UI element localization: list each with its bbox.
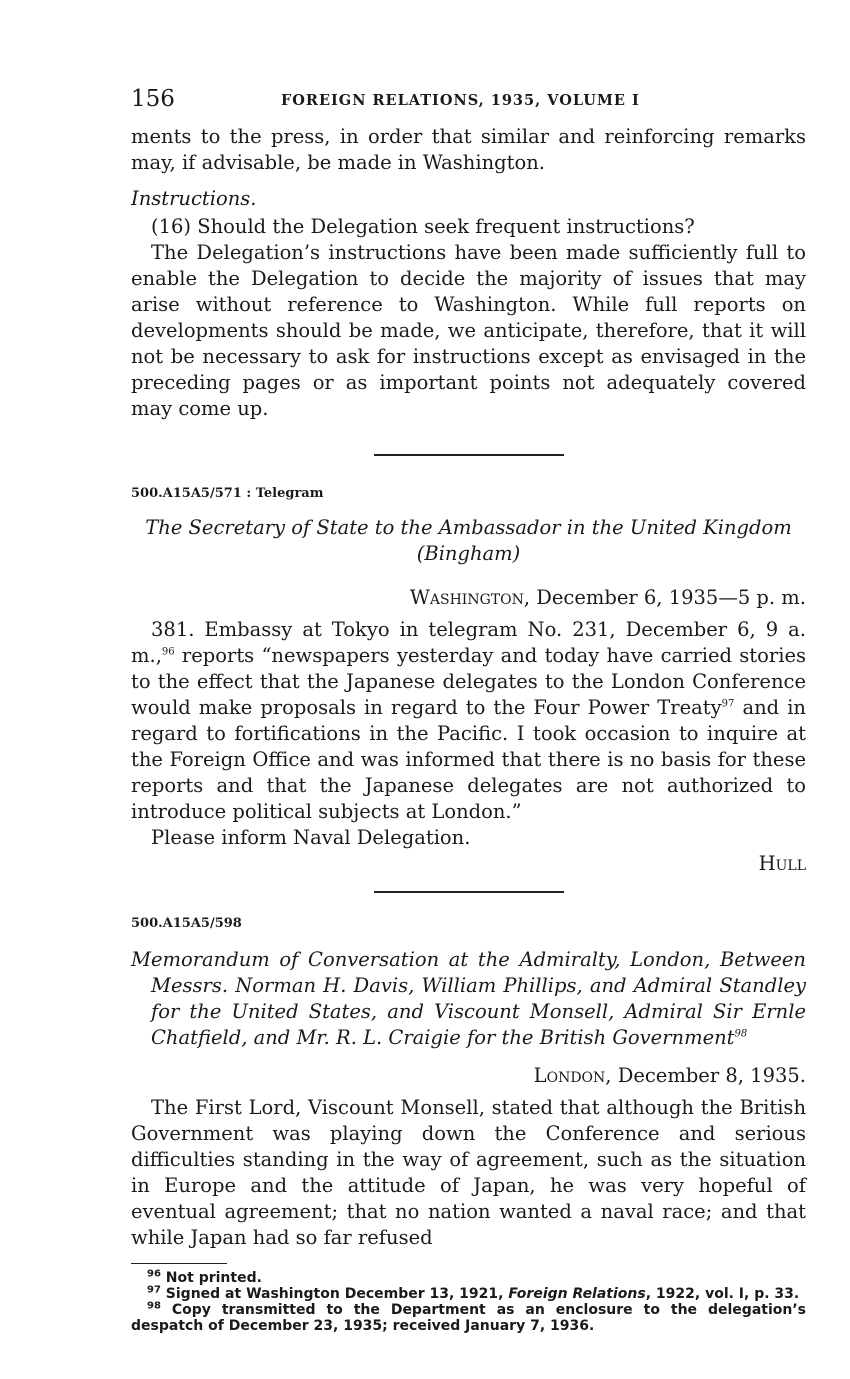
section-divider xyxy=(374,454,564,456)
footnote-text: Copy transmitted to the Department as an enclosure to the delegation’s despatch of December 23, 1935; received January 7, 1936. xyxy=(131,1302,806,1334)
running-head: FOREIGN RELATIONS, 1935, VOLUME I xyxy=(281,92,640,109)
footnote-text-after: , 1922, vol. I, p. 33. xyxy=(645,1286,800,1302)
footnote-number: 96 xyxy=(147,1268,161,1280)
instructions-question: (16) Should the Delegation seek frequent instructions? xyxy=(151,215,695,238)
footnote-96 xyxy=(131,1270,806,1286)
footnote-text: Not printed. xyxy=(165,1270,262,1286)
doc2-file-id: 500.A15A5/598 xyxy=(131,916,242,931)
doc2-body: The First Lord, Viscount Monsell, stated that although the British Government was playing down the Conference and serious difficulties standing in the way of agreement, such as the situation in Europe and the attitude of Japan, he was very hopeful of eventual agreement; that no nation wanted a naval race; and that while Japan had so far refused xyxy=(131,1096,806,1249)
footnote-98 xyxy=(131,1302,806,1334)
continuation-paragraph: ments to the press, in order that similar and reinforcing remarks may, if advisable, be made in Washington. xyxy=(131,125,806,174)
footnote-number: 97 xyxy=(147,1284,161,1296)
doc1-file-id: 500.A15A5/571 : Telegram xyxy=(131,486,324,501)
footnote-divider xyxy=(131,1263,227,1264)
page-header xyxy=(131,84,806,124)
doc1-body-mid: reports “newspapers yesterday and today have carried stories to the effect that the Japanese delegates to the London Conference would make proposals in regard to the Four Power Treaty xyxy=(131,644,806,719)
doc2-date: , December 8, 1935. xyxy=(605,1064,806,1087)
doc2-dateline xyxy=(131,1063,806,1089)
doc2-title xyxy=(131,947,806,1051)
doc2-place: London xyxy=(533,1064,606,1087)
doc1-dateline xyxy=(131,585,806,611)
doc1-body-start: 381. Embassy at Tokyo in telegram No. 231, December 6, 9 a. m., xyxy=(131,618,806,667)
footnote-text: Signed at Washington December 13, 1921, xyxy=(165,1286,509,1302)
footnote-ref-97[interactable]: 97 xyxy=(721,698,735,710)
doc1-closing: Please inform Naval Delegation. xyxy=(151,826,471,849)
page-number: 156 xyxy=(131,86,175,112)
doc1-title-line2: (Bingham) xyxy=(416,542,521,565)
doc1-body xyxy=(131,617,806,825)
section-divider xyxy=(374,891,564,893)
footnote-citation: Foreign Relations xyxy=(508,1286,646,1302)
footnotes xyxy=(131,1270,806,1334)
footnote-ref-96[interactable]: 96 xyxy=(161,646,175,658)
footnote-ref-98[interactable]: 98 xyxy=(734,1028,748,1040)
doc1-title-line1: The Secretary of State to the Ambassador in the United Kingdom xyxy=(145,516,792,539)
doc2-title-text: Memorandum of Conversation at the Admiralty, London, Between Messrs. Norman H. Davis, William Phillips, and Admiral Standley for the United States, and Viscount Monsell, Admiral Sir Ernle Chatfield, and Mr. R. L. Craigie for the British Government xyxy=(131,948,806,1049)
footnote-97 xyxy=(131,1286,806,1302)
doc1-date: , December 6, 1935—5 p. m. xyxy=(523,586,806,609)
instructions-heading: Instructions. xyxy=(131,187,257,210)
footnote-number: 98 xyxy=(147,1300,161,1312)
document-page xyxy=(131,84,806,1334)
instructions-answer: The Delegation’s instructions have been made sufficiently full to enable the Delegation to decide the majority of issues that may arise without reference to Washington. While full reports on developments should be made, we anticipate, therefore, that it will not be necessary to ask for instructions except as envisaged in the preceding pages or as important points not adequately covered may come up. xyxy=(131,241,806,420)
doc1-body-end: and in regard to fortifications in the Pacific. I took occasion to inquire at the Foreign Office and was informed that there is no basis for these reports and that the Japanese delegates are not authorized to introduce political subjects at London.” xyxy=(131,696,806,823)
doc1-place: Washington xyxy=(409,586,524,609)
doc1-signature: Hull xyxy=(758,852,806,875)
